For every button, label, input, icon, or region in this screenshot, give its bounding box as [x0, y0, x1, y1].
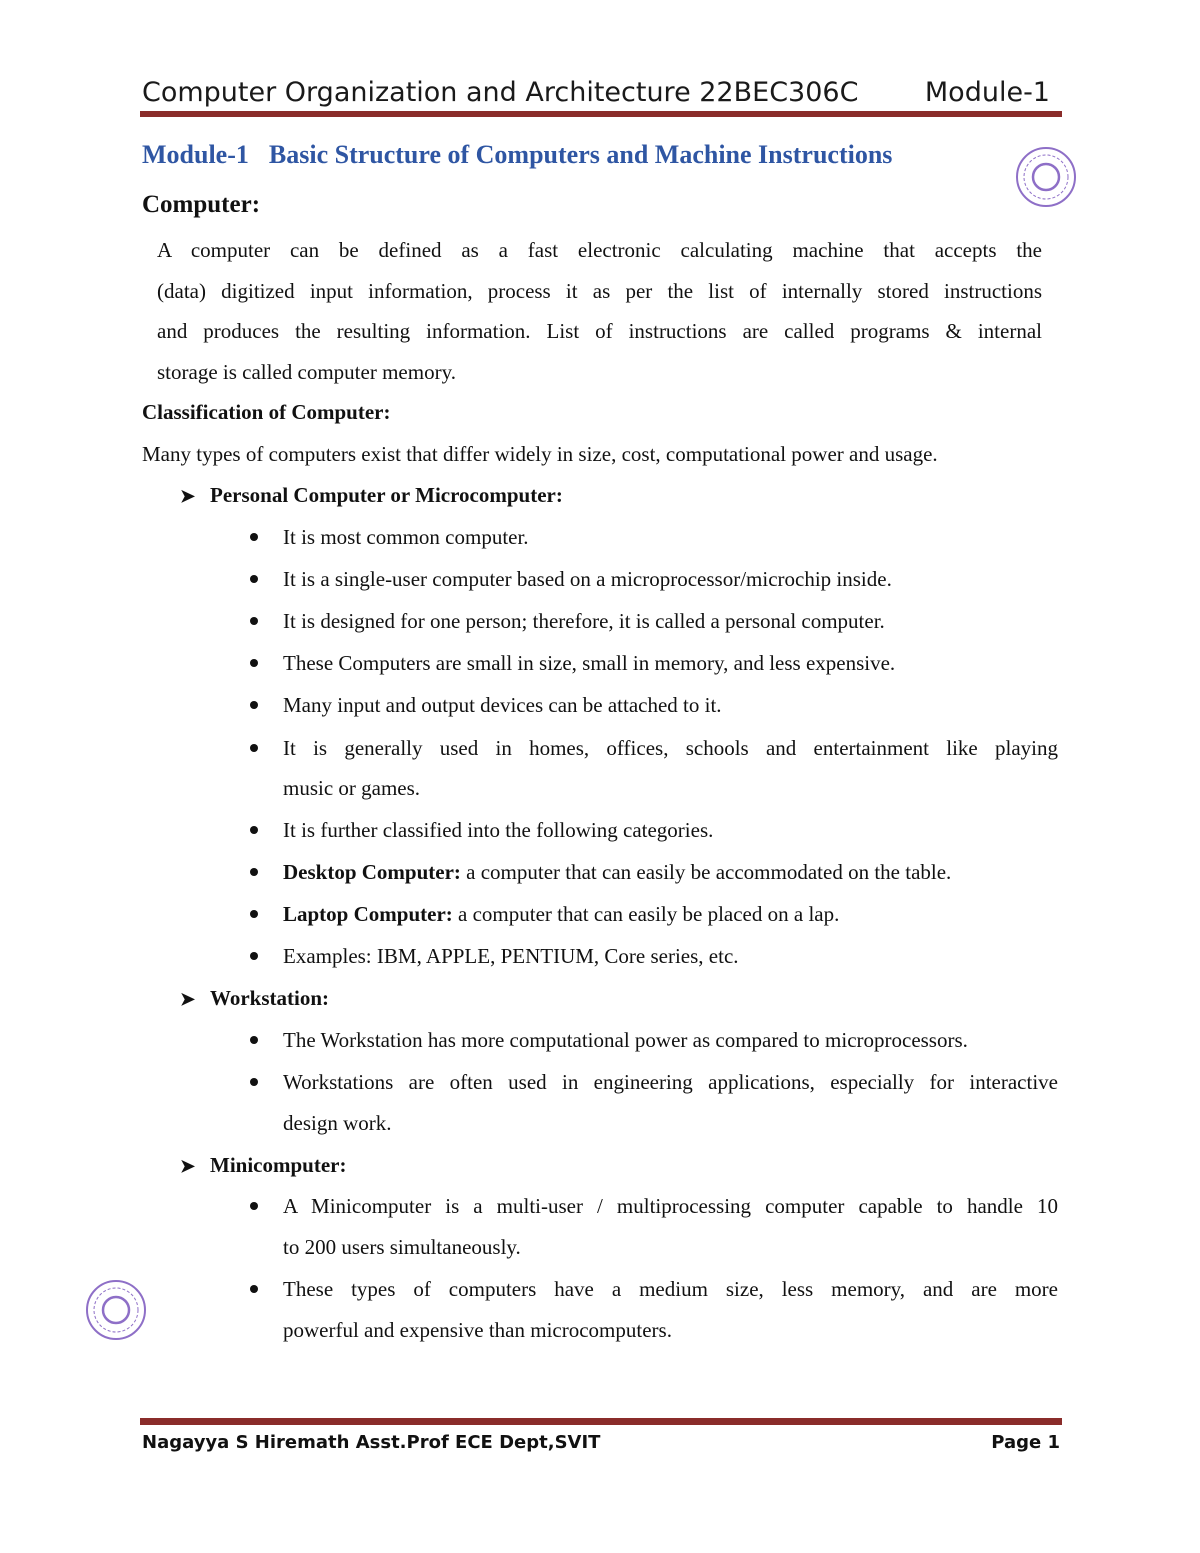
list-item-continuation: music or games.	[283, 776, 421, 800]
list-item: Examples: IBM, APPLE, PENTIUM, Core series, etc.	[283, 944, 739, 968]
module-label: Module-1	[142, 140, 249, 169]
classification-intro: Many types of computers exist that differ widely in size, cost, computational power and usage.	[142, 442, 938, 466]
list-item	[283, 859, 951, 885]
definition-line: and produces the resulting information. List of instructions are called programs & internal	[157, 319, 1042, 343]
bullet-dot-icon	[250, 1036, 258, 1044]
arrowhead-icon: ➤	[180, 989, 196, 1009]
workstation-heading: Workstation:	[210, 986, 330, 1010]
page-footer	[142, 1432, 1060, 1453]
arrowhead-icon: ➤	[180, 1156, 196, 1176]
personal-heading: Personal Computer or Microcomputer:	[210, 483, 563, 507]
bullet-dot-icon	[250, 701, 258, 709]
list-item: The Workstation has more computational power as compared to microprocessors.	[283, 1028, 968, 1052]
list-item: It is a single-user computer based on a microprocessor/microchip inside.	[283, 567, 892, 591]
list-item-continuation: design work.	[283, 1111, 392, 1135]
term-desktop: Desktop Computer:	[283, 860, 461, 884]
list-item: A Minicomputer is a multi-user / multiprocessing computer capable to handle 10	[283, 1194, 1058, 1218]
bullet-dot-icon	[250, 659, 258, 667]
department-seal-icon	[1014, 145, 1078, 209]
term-desktop-definition: a computer that can easily be accommodated on the table.	[460, 860, 952, 884]
footer-rule	[140, 1418, 1062, 1425]
bullet-dot-icon	[250, 575, 258, 583]
minicomputer-heading: Minicomputer:	[210, 1153, 347, 1177]
module-title: Basic Structure of Computers and Machine Instructions	[268, 140, 893, 169]
bullet-dot-icon	[250, 952, 258, 960]
classification-heading: Classification of Computer:	[142, 400, 391, 424]
page-header	[142, 72, 1062, 108]
list-item	[283, 901, 839, 927]
bullet-dot-icon	[250, 910, 258, 918]
definition-line: (data) digitized input information, process it as per the list of internally stored instructions	[157, 279, 1042, 303]
page-number: Page 1	[991, 1432, 1060, 1453]
list-item: Workstations are often used in engineering applications, especially for interactive	[283, 1070, 1058, 1094]
module-heading	[142, 140, 892, 170]
list-item-personal	[180, 482, 563, 509]
list-item-continuation: powerful and expensive than microcomputers.	[283, 1318, 672, 1342]
bullet-dot-icon	[250, 1285, 258, 1293]
definition-line: A computer can be defined as a fast electronic calculating machine that accepts the	[157, 238, 1042, 262]
arrowhead-icon: ➤	[180, 486, 196, 506]
bullet-dot-icon	[250, 1202, 258, 1210]
bullet-dot-icon	[250, 826, 258, 834]
list-item-workstation	[180, 985, 329, 1012]
computer-heading: Computer:	[142, 191, 261, 218]
list-item-minicomputer	[180, 1152, 346, 1179]
list-item: These Computers are small in size, small in memory, and less expensive.	[283, 651, 896, 675]
list-item: It is designed for one person; therefore, it is called a personal computer.	[283, 609, 885, 633]
term-laptop: Laptop Computer:	[283, 902, 453, 926]
definition-line: storage is called computer memory.	[157, 360, 456, 384]
bullet-dot-icon	[250, 868, 258, 876]
list-item: These types of computers have a medium size, less memory, and are more	[283, 1277, 1058, 1301]
list-item-continuation: to 200 users simultaneously.	[283, 1235, 521, 1259]
header-module: Module-1	[924, 77, 1050, 108]
department-seal-icon	[84, 1278, 148, 1342]
footer-author: Nagayya S Hiremath Asst.Prof ECE Dept,SVIT	[142, 1432, 601, 1453]
bullet-dot-icon	[250, 533, 258, 541]
header-rule	[140, 111, 1062, 117]
list-item: It is most common computer.	[283, 525, 529, 549]
term-laptop-definition: a computer that can easily be placed on a lap.	[452, 902, 840, 926]
bullet-dot-icon	[250, 744, 258, 752]
bullet-dot-icon	[250, 617, 258, 625]
header-title: Computer Organization and Architecture 22BEC306C	[142, 77, 859, 108]
list-item: Many input and output devices can be attached to it.	[283, 693, 722, 717]
bullet-dot-icon	[250, 1078, 258, 1086]
list-item: It is generally used in homes, offices, schools and entertainment like playing	[283, 736, 1058, 760]
list-item: It is further classified into the following categories.	[283, 818, 714, 842]
